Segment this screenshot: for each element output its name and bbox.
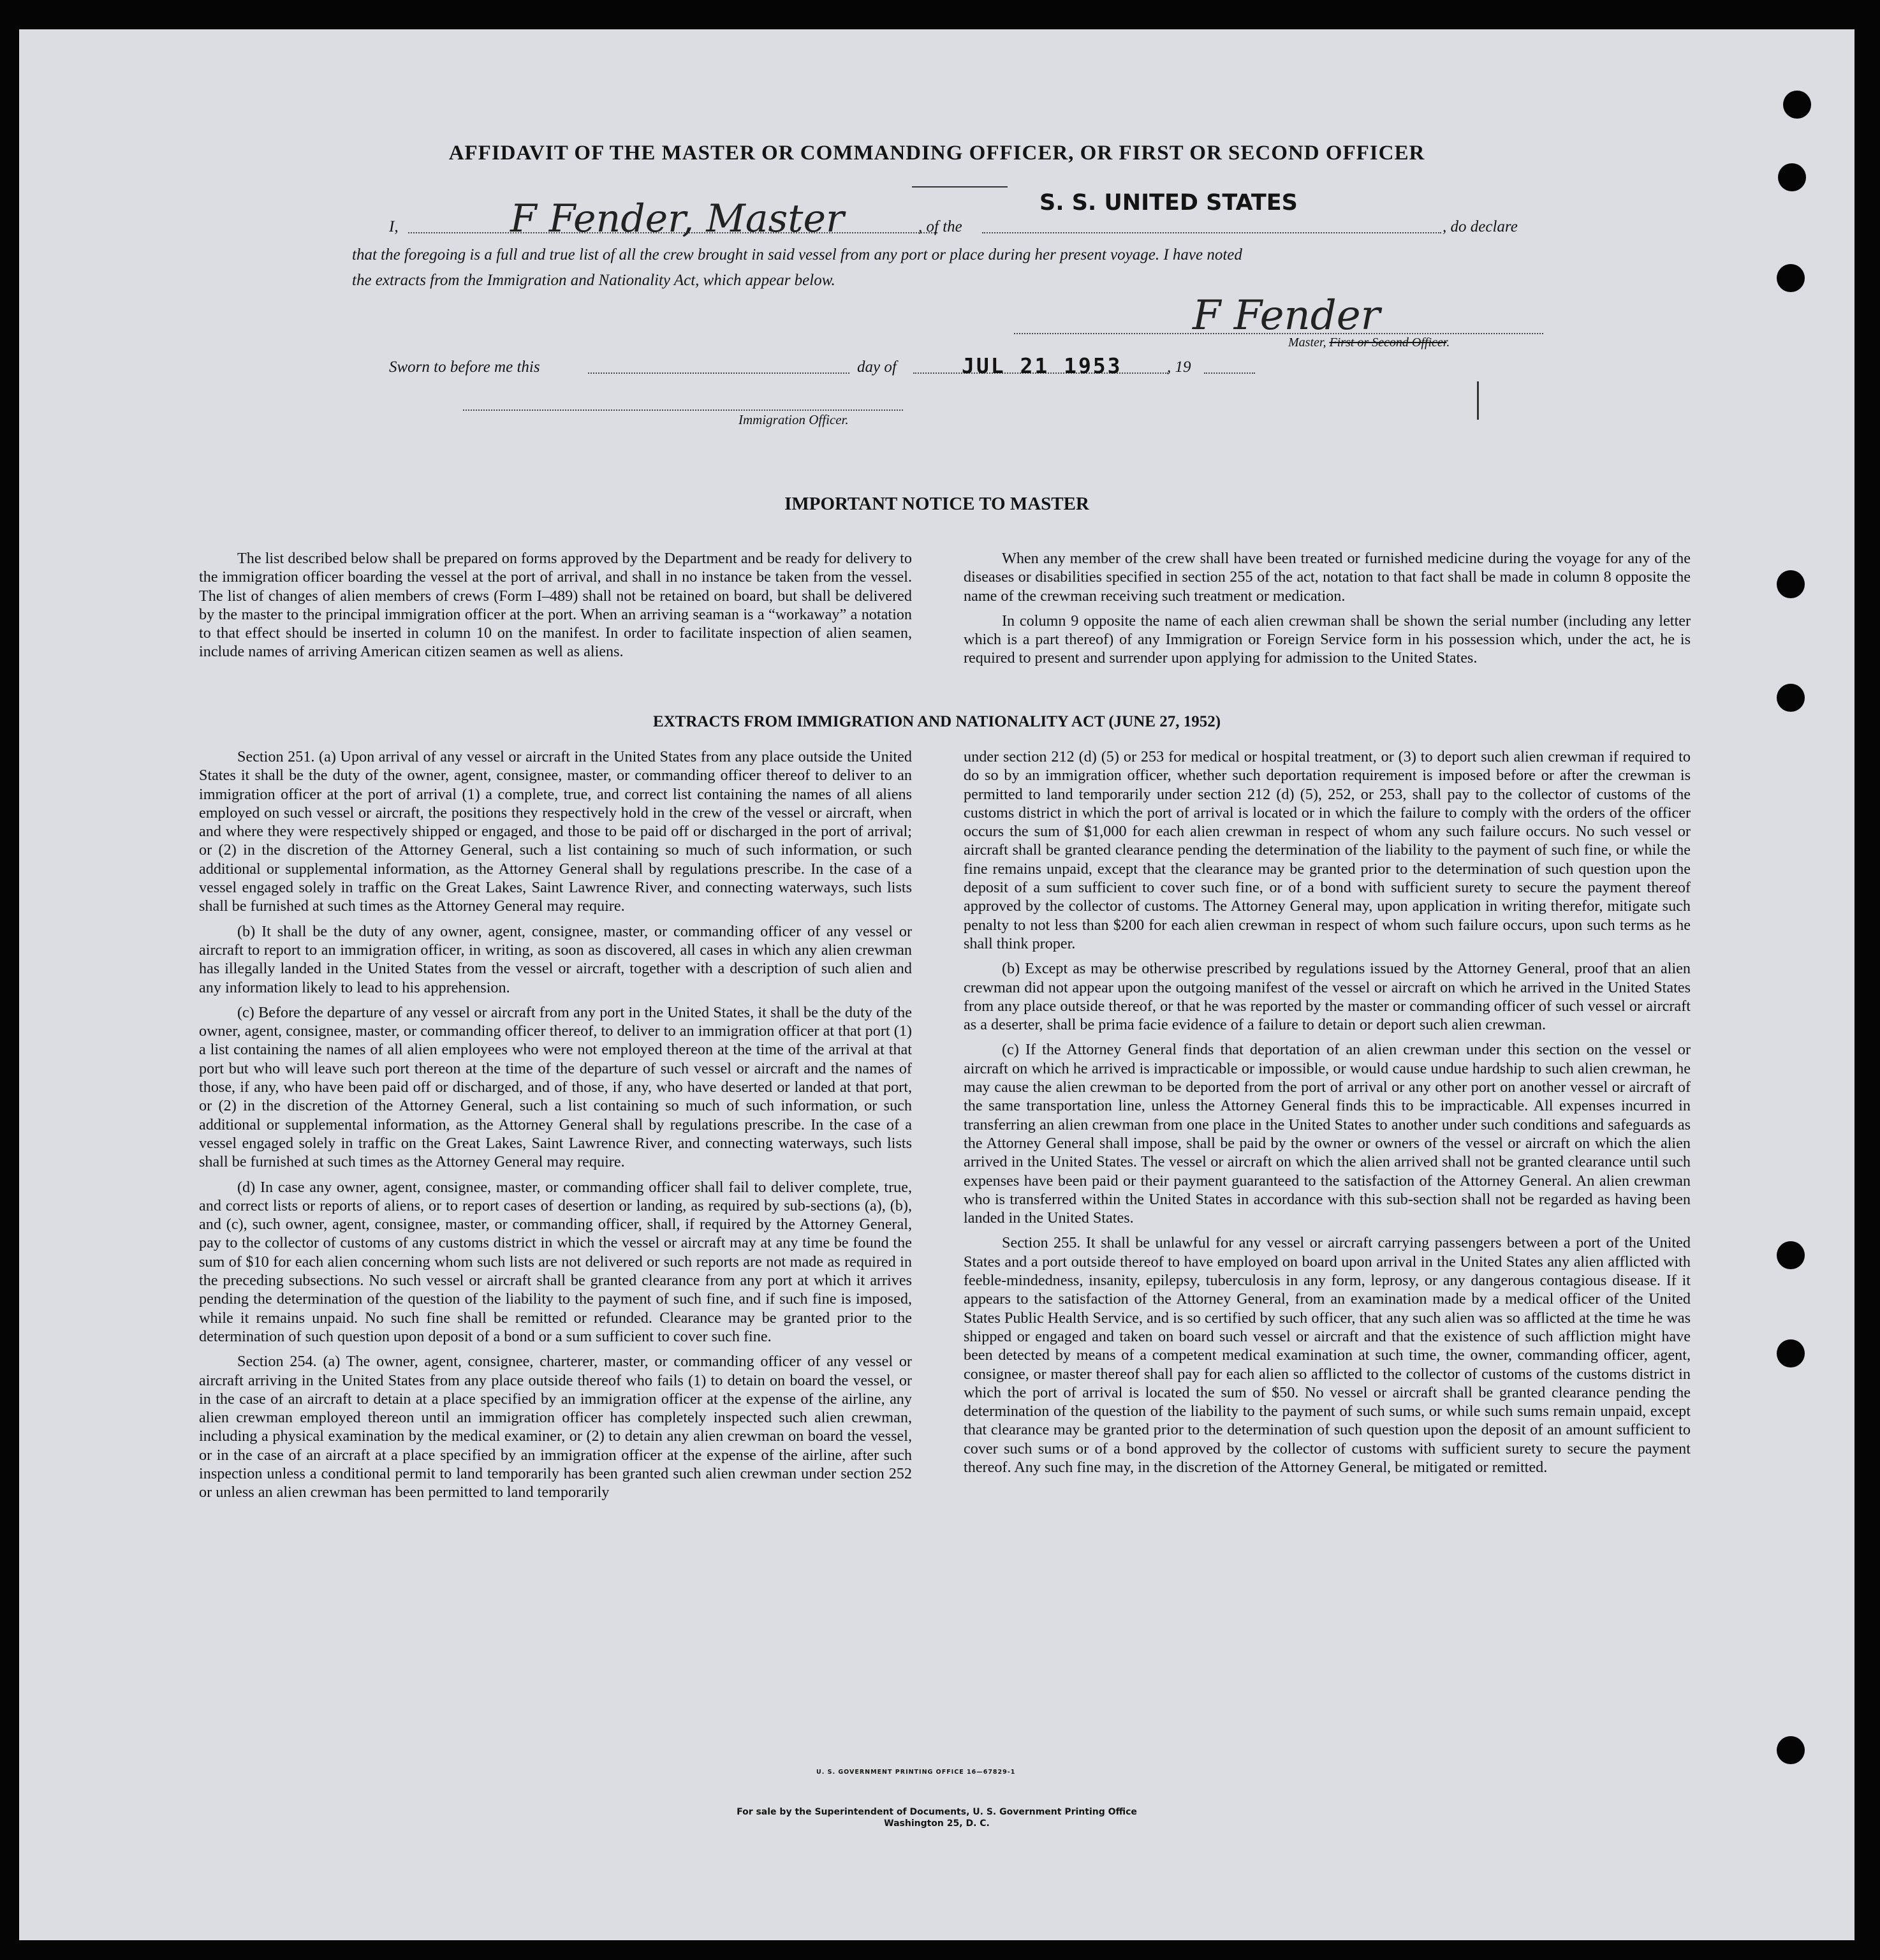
extract-paragraph: Section 255. It shall be unlawful for any vessel or aircraft carrying passengers between a port of the United States and a port outside thereof to have employed on board upon arrival in the United States any alien afflicted with feeble-mindedness, insanity, epilepsy, tuberculosis in any form, leprosy, or any dangerous contagious disease. If it appears to the satisfaction of the Attorney General, from an examination made by a medical officer of the United States Public Health Service, and is so certified by such officer, that any such alien was so afflicted at the time he was shipped or engaged and taken on board such vessel or aircraft and that the existence of such affliction might have been detected by means of a competent medical examination at such time, the owner, commanding officer, agent, consignee, or master thereof shall pay for each alien so afflicted to the collector of customs of the customs district in which the port of arrival is located the sum of $50. No vessel or aircraft shall be granted clearance pending the determination of the question of the liability to the payment of such sums, or while such sums remain unpaid, except that clearance may be granted prior to the determination of such question upon the deposit of an amount sufficient to cover such sums or of a bond approved by the collector of customs with sufficient surety to secure the payment thereof. Any such fine may, in the discretion of the Attorney General, be mitigated or remitted. bbox=[964, 1234, 1691, 1476]
officer-caption: Immigration Officer. bbox=[738, 412, 849, 427]
date-stamp: JUL 21 1953 bbox=[962, 353, 1122, 378]
officer-signature-field[interactable] bbox=[463, 409, 903, 411]
extracts-heading: EXTRACTS FROM IMMIGRATION AND NATIONALITY ACT (JUNE 27, 1952) bbox=[652, 713, 1221, 730]
punch-hole bbox=[1778, 163, 1806, 191]
extract-paragraph: under section 212 (d) (5) or 253 for medical or hospital treatment, or (3) to deport such alien crewman if required to do so by an immigration officer, whether such deportation requirement is imposed before or after the crewman is permitted to land temporarily under section 212 (d) (5), 252, or 253, shall pay to the collector of customs of the customs district in which the port of arrival is located or in which the failure to comply with the orders of the officer occurs the sum of $1,000 for each alien crewman in respect of whom any such failure occurs. No such vessel or aircraft shall be granted clearance pending the determination of the liability to the payment of such fine, or while the fine remains unpaid, except that the clearance may be granted prior to the determination of such question upon the deposit of a sum sufficient to cover such fine, or of a bond with sufficient surety to secure the payment thereof approved by the collector of customs. The Attorney General may, upon application in writing therefor, mitigate such penalty to not less than $200 for each alien crewman in respect of whom such failure occurs, upon such terms as he shall think proper. bbox=[964, 748, 1691, 952]
notice-right-column bbox=[964, 549, 1691, 668]
footer bbox=[19, 1806, 1854, 1829]
day-of-label: day of bbox=[857, 358, 897, 376]
footer-line-2: Washington 25, D. C. bbox=[884, 1818, 990, 1829]
notice-paragraph: In column 9 opposite the name of each alien crewman shall be shown the serial number (including any letter which is a part thereof) of any Immigration or Foreign Service form in his possession which, under the act, he is required to present and surrender upon applying for admission to the United States. bbox=[964, 612, 1691, 667]
footer-line-1: For sale by the Superintendent of Documents, U. S. Government Printing Office bbox=[737, 1807, 1137, 1817]
punch-hole bbox=[1777, 1339, 1805, 1367]
affidavit-title: AFFIDAVIT OF THE MASTER OR COMMANDING OFFICER, OR FIRST OR SECOND OFFICER bbox=[448, 142, 1425, 165]
pen-mark bbox=[1477, 381, 1479, 420]
signature-field[interactable] bbox=[1014, 333, 1543, 334]
vessel-name: S. S. UNITED STATES bbox=[1039, 190, 1298, 216]
notice-paragraph: When any member of the crew shall have been treated or furnished medicine during the voyage for any of the diseases or disabilities specified in section 255 of the act, notation to that fact shall be made in column 8 opposite the name of the crewman receiving such treatment or medication. bbox=[964, 550, 1691, 605]
declaration-line-2: the extracts from the Immigration and Nationality Act, which appear below. bbox=[352, 272, 835, 289]
extract-paragraph: (c) If the Attorney General finds that deportation of an alien crewman under this section on the vessel or aircraft on which he arrived is impracticable or impossible, or would cause undue hardship to such alien crewman, he may cause the alien crewman to be deported from the port of arrival or any other port on another vessel or aircraft of the same transportation line, unless the Attorney General finds this to be impracticable. All expenses incurred in transferring an alien crewman from one place in the United States to another under such conditions and safeguards as the Attorney General shall impose, shall be paid by the owner or owners of the vessel or aircraft on which the alien arrived in the United States. The vessel or aircraft on which the alien arrived shall not be granted clearance until such expenses have been paid or their payment guaranteed to the satisfaction of the Attorney General. An alien crewman who is transferred within the United States in accordance with this sub-section shall not be regarded as having been landed in the United States. bbox=[964, 1041, 1691, 1227]
caption-struck: First or Second Officer bbox=[1329, 335, 1447, 350]
master-signature: F Fender bbox=[1193, 292, 1381, 339]
punch-hole bbox=[1777, 264, 1805, 292]
i-label: I, bbox=[389, 218, 399, 235]
year-field[interactable] bbox=[1204, 372, 1255, 374]
extracts-left-column bbox=[199, 748, 912, 1502]
declaration-line-1: that the foregoing is a full and true list of all the crew brought in said vessel from any port or place during her present voyage. I have noted bbox=[352, 246, 1242, 263]
document-page bbox=[19, 29, 1854, 1940]
signature-caption bbox=[1288, 335, 1450, 350]
punch-hole bbox=[1777, 570, 1805, 598]
caption-end: . bbox=[1446, 335, 1450, 350]
rule bbox=[912, 186, 1008, 188]
extract-paragraph: (b) Except as may be otherwise prescribed by regulations issued by the Attorney General, proof that an alien crewman did not appear upon the outgoing manifest of the vessel or aircraft on which he arrived in the United States from any place outside thereof, or that he was reported by the master or commanding officer of such vessel or aircraft as a deserter, shall be prima facie evidence of a failure to detain or deport such alien crewman. bbox=[964, 960, 1691, 1034]
year-label: , 19 bbox=[1167, 358, 1191, 376]
vessel-field[interactable] bbox=[982, 232, 1441, 233]
extract-paragraph: (b) It shall be the duty of any owner, agent, consignee, master, or commanding officer of any vessel or aircraft to report to an immigration officer, in writing, as soon as discovered, all cases in which any alien crewman has illegally landed in the United States from the vessel or aircraft, together with a description of such alien and any information likely to lead to his apprehension. bbox=[199, 922, 912, 996]
sworn-label: Sworn to before me this bbox=[389, 358, 540, 376]
extract-paragraph: (c) Before the departure of any vessel or aircraft from any port in the United States, it shall be the duty of the owner, agent, consignee, master, or commanding officer thereof, to deliver to an immigration officer at that port (1) a list containing the names of all alien employees who were not employed thereon at the time of the arrival at that port but who will leave such port thereon at the time of the departure of such vessel or aircraft and the names of those, if any, who have been paid off or discharged, and of those, if any, who have deserted or landed at that port, or (2) in the discretion of the Attorney General, such a list containing so much of such information, or such additional or supplemental information, as the Attorney General shall by regulations prescribe. In the case of a vessel engaged solely in traffic on the Great Lakes, Saint Lawrence River, and connecting waterways, such lists shall be furnished at such times as the Attorney General may require. bbox=[199, 1003, 912, 1171]
printer-line: U. S. GOVERNMENT PRINTING OFFICE 16—67829-1 bbox=[816, 1769, 1016, 1776]
declarant-handwriting: F Fender, Master bbox=[510, 196, 844, 241]
extract-paragraph: (d) In case any owner, agent, consignee, master, or commanding officer shall fail to deliver complete, true, and correct lists or reports of aliens, or to report cases of desertion or landing, as required by sub-sections (a), (b), and (c), such owner, agent, consignee, master, or commanding officer, shall, if required by the Attorney General, pay to the collector of customs of any customs district in which the vessel or aircraft may at any time be found the sum of $10 for each alien concerning whom such lists are not delivered or such reports are not made as required in the preceding subsections. No such vessel or aircraft shall be granted clearance from any port at which it arrives pending the determination of the question of the liability to the payment of such fine, and if such fine is imposed, while it remains unpaid. No such fine shall be remitted or refunded. Clearance may be granted prior to the determination of such question upon deposit of a bond or a sum sufficient to cover such fine. bbox=[199, 1178, 912, 1345]
notice-paragraph: The list described below shall be prepared on forms approved by the Department and be ready for delivery to the immigration officer boarding the vessel at the port of arrival, and shall in no instance be taken from the vessel. The list of changes of alien members of crews (Form I–489) shall not be retained on board, but shall be delivered by the master to the principal immigration officer at the port. When an arriving seaman is a “workaway” a notation to that effect should be inserted in column 10 on the manifest. In order to facilitate inspection of alien seamen, include names of arriving American citizen seamen as well as aliens. bbox=[199, 550, 912, 661]
punch-hole bbox=[1783, 91, 1811, 119]
notice-left-column bbox=[199, 549, 912, 661]
caption-master: Master, bbox=[1288, 335, 1326, 350]
extract-paragraph: Section 251. (a) Upon arrival of any vessel or aircraft in the United States from any place outside the United States it shall be the duty of the owner, agent, consignee, master, or commanding officer thereof to deliver to an immigration officer at the port of arrival (1) a complete, true, and correct list containing the names of all aliens employed on such vessel or aircraft, the positions they respectively hold in the crew of the vessel or aircraft, when and where they were respectively shipped or engaged, and those to be paid off or discharged in the port of arrival; or (2) in the discretion of the Attorney General, such a list containing so much of such information, or such additional or supplemental information, as the Attorney General shall by regulations prescribe. In the case of a vessel engaged solely in traffic on the Great Lakes, Saint Lawrence River, and connecting waterways, such lists shall be furnished at such times as the Attorney General may require. bbox=[199, 748, 912, 915]
punch-hole bbox=[1777, 684, 1805, 712]
punch-hole bbox=[1777, 1241, 1805, 1269]
sworn-day-field[interactable] bbox=[588, 372, 849, 374]
do-declare-label: , do declare bbox=[1443, 218, 1518, 235]
of-the-label: , of the bbox=[918, 218, 962, 235]
punch-hole bbox=[1777, 1736, 1805, 1764]
notice-heading: IMPORTANT NOTICE TO MASTER bbox=[784, 494, 1089, 514]
extracts-right-column bbox=[964, 748, 1691, 1477]
extract-paragraph: Section 254. (a) The owner, agent, consignee, charterer, master, or commanding officer of any vessel or aircraft arriving in the United States from any place outside thereof who fails (1) to detain on board the vessel, or in the case of an aircraft to detain at a place specified by an immigration officer at the expense of the airline, any alien crewman employed thereon until an immigration officer has completely inspected such alien crewman, including a physical examination by the medical examiner, or (2) to detain any alien crewman on board the vessel, or in the case of an aircraft at a place specified by an immigration officer at the expense of the airline, after such inspection unless a conditional permit to land temporarily has been granted such alien crewman under section 252 or unless an alien crewman has been permitted to land temporarily bbox=[199, 1353, 912, 1501]
